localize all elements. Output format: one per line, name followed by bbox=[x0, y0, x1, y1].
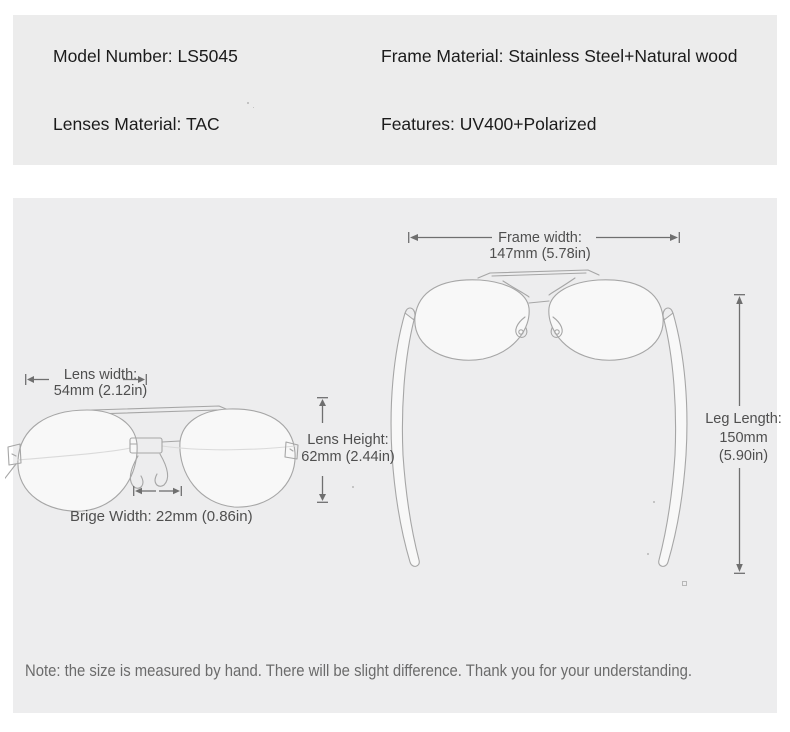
bridge-width-arrow-left-icon bbox=[133, 486, 156, 496]
size-diagram-panel bbox=[13, 198, 782, 713]
artifact-speck bbox=[253, 107, 254, 108]
front-nose-pads bbox=[130, 454, 167, 488]
top-brow-bar bbox=[478, 270, 599, 278]
front-lenses bbox=[18, 409, 295, 511]
spec-model-number: Model Number: LS5045 bbox=[53, 46, 238, 66]
spec-lenses-material: Lenses Material: TAC bbox=[53, 114, 220, 134]
lens-width-arrow-right-icon bbox=[123, 374, 147, 385]
artifact-speck bbox=[247, 102, 249, 104]
spec-frame-material: Frame Material: Stainless Steel+Natural wood bbox=[381, 46, 738, 66]
measurement-note: Note: the size is measured by hand. There will be slight difference. Thank you for your understanding. bbox=[25, 662, 692, 680]
frame-width-arrow-right-icon bbox=[596, 232, 680, 243]
sunglasses-front-view-drawing bbox=[5, 398, 315, 523]
top-lenses bbox=[415, 280, 663, 360]
artifact-speck bbox=[682, 581, 687, 586]
leg-length-arrow-down-icon bbox=[734, 468, 745, 574]
frame-width-arrow-left-icon bbox=[408, 232, 492, 243]
frame-width-label: Frame width: 147mm (5.78in) bbox=[489, 230, 591, 262]
leg-length-arrow-up-icon bbox=[734, 294, 745, 406]
lens-height-arrow-down-icon bbox=[317, 476, 328, 503]
bridge-width-arrow-right-icon bbox=[159, 486, 182, 496]
lens-height-label: Lens Height: 62mm (2.44in) bbox=[301, 432, 395, 465]
artifact-speck bbox=[647, 553, 649, 555]
lens-height-arrow-up-icon bbox=[317, 397, 328, 423]
artifact-speck bbox=[352, 486, 354, 488]
spec-features: Features: UV400+Polarized bbox=[381, 114, 597, 134]
lens-width-label: Lens width: 54mm (2.12in) bbox=[53, 367, 148, 399]
lens-width-arrow-left-icon bbox=[25, 374, 49, 385]
artifact-speck bbox=[653, 501, 655, 503]
leg-length-label: Leg Length: 150mm (5.90in) bbox=[705, 411, 782, 464]
sunglasses-top-view-drawing bbox=[377, 265, 701, 585]
spec-panel bbox=[13, 15, 777, 165]
bridge-width-label: Brige Width: 22mm (0.86in) bbox=[70, 508, 253, 525]
